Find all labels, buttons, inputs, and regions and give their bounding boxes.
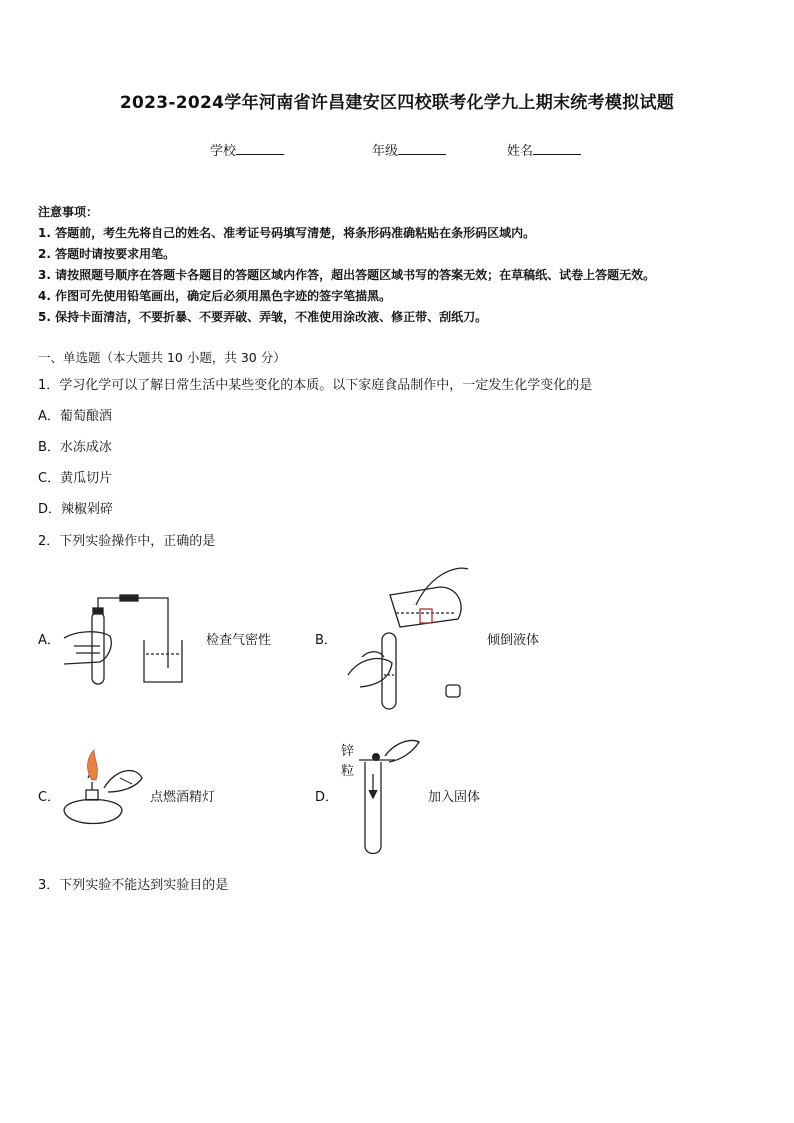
name-field <box>507 140 581 159</box>
q2-option-c-letter: C． <box>38 790 61 805</box>
lighting-alcohol-lamp-figure <box>60 748 150 838</box>
q2-option-b-letter: B． <box>315 633 337 648</box>
q1-option-c: C．黄瓜切片 <box>38 471 113 486</box>
q1-option-b: B．水冻成冰 <box>38 440 112 455</box>
note-item: 1. 答题前，考生先将自己的姓名、准考证号码填写清楚，将条形码准确粘贴在条形码区域内。 <box>38 226 536 240</box>
zinc-label-1: 锌 <box>341 744 355 759</box>
school-blank <box>236 142 284 155</box>
q2-option-d-text: 加入固体 <box>428 790 481 805</box>
q2-option-d-letter: D． <box>315 790 339 805</box>
adding-solid-figure <box>355 738 430 858</box>
q1-option-d: D．辣椒剁碎 <box>38 502 114 517</box>
question-2-stem: 2．下列实验操作中，正确的是 <box>38 534 216 549</box>
note-item: 3. 请按照题号顺序在答题卡各题目的答题区域内作答，超出答题区域书写的答案无效；在草稿纸、试卷上答题无效。 <box>38 268 656 282</box>
notes-heading: 注意事项： <box>38 205 99 219</box>
q2-option-a-text: 检查气密性 <box>206 633 272 648</box>
q2-option-a-letter: A． <box>38 633 60 648</box>
pouring-liquid-figure <box>340 565 470 715</box>
name-blank <box>533 142 581 155</box>
page-title: 2023-2024学年河南省许昌建安区四校联考化学九上期末统考模拟试题 <box>119 93 675 113</box>
zinc-label-2: 粒 <box>341 764 355 779</box>
note-item: 2. 答题时请按要求用笔。 <box>38 247 176 261</box>
q2-option-b-text: 倾倒液体 <box>487 633 540 648</box>
question-3-stem: 3．下列实验不能达到实验目的是 <box>38 878 229 893</box>
grade-label: 年级 <box>372 144 399 159</box>
grade-field <box>372 140 446 159</box>
school-label: 学校 <box>210 144 237 159</box>
note-item: 4. 作图可先使用铅笔画出，确定后必须用黑色字迹的签字笔描黑。 <box>38 289 392 303</box>
q1-option-a: A．葡萄酿酒 <box>38 409 112 424</box>
name-label: 姓名 <box>507 144 534 159</box>
note-item: 5. 保持卡面清洁，不要折暴、不要弄破、弄皱，不准使用涂改液、修正带、刮纸刀。 <box>38 310 488 324</box>
school-field <box>210 140 284 159</box>
question-1-stem: 1．学习化学可以了解日常生活中某些变化的本质。以下家庭食品制作中，一定发生化学变化的是 <box>38 378 593 393</box>
grade-blank <box>398 142 446 155</box>
q2-option-c-text: 点燃酒精灯 <box>150 790 216 805</box>
airtightness-check-figure <box>60 590 190 690</box>
section-heading: 一、单选题（本大题共 10 小题，共 30 分） <box>38 350 286 365</box>
